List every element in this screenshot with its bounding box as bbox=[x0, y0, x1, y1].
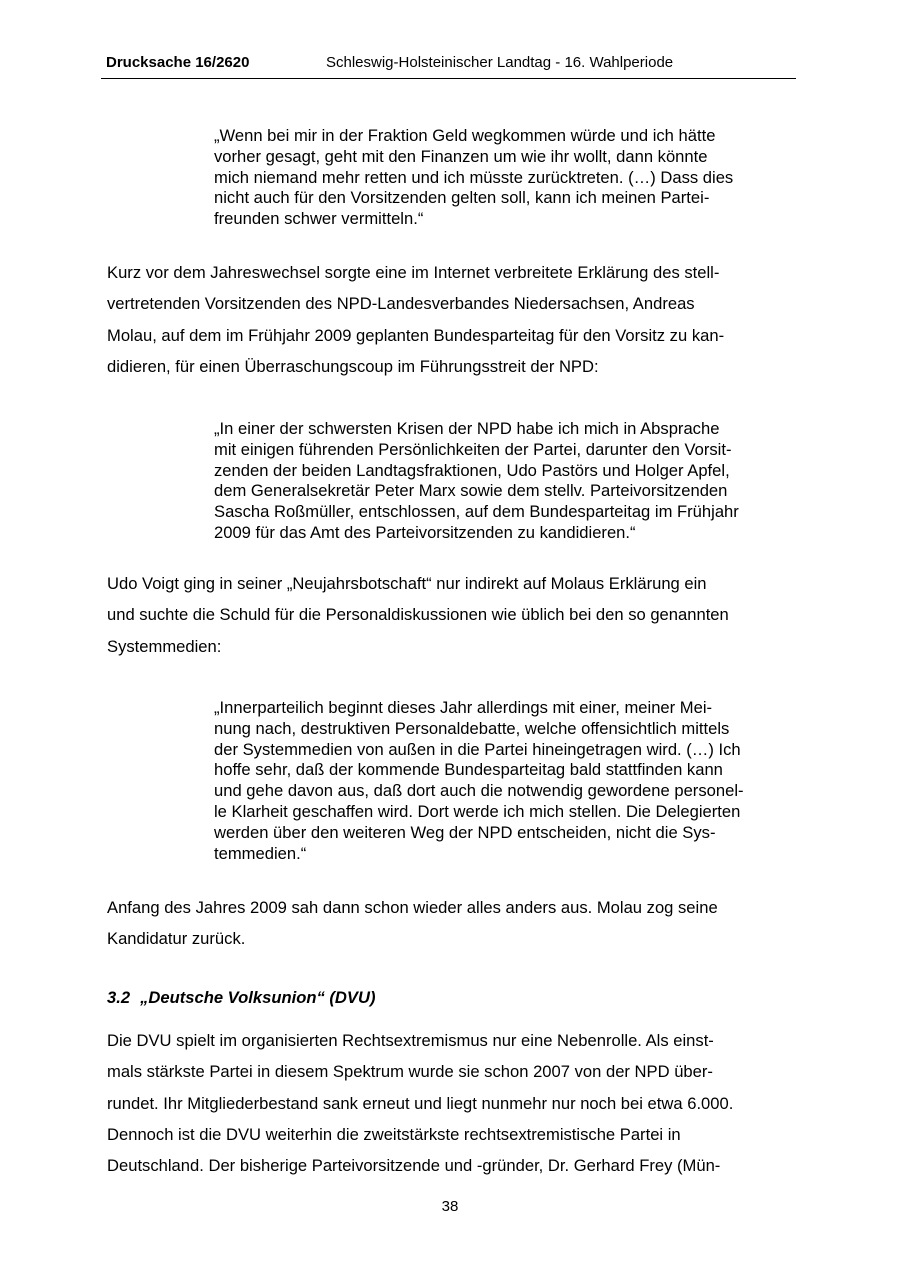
quote-line: „In einer der schwersten Krisen der NPD habe ich mich in Absprache bbox=[214, 419, 720, 438]
paragraph-line: Deutschland. Der bisherige Parteivorsitzende und -gründer, Dr. Gerhard Frey (Mün- bbox=[107, 1156, 721, 1176]
paragraph-line: Kurz vor dem Jahreswechsel sorgte eine im Internet verbreitete Erklärung des stell- bbox=[107, 263, 720, 282]
paragraph-line: Udo Voigt ging in seiner „Neujahrsbotschaft“ nur indirekt auf Molaus Erklärung ein bbox=[107, 574, 707, 593]
page-header bbox=[101, 52, 796, 79]
block-quote-2 bbox=[214, 419, 794, 544]
quote-line: zenden der beiden Landtagsfraktionen, Udo Pastörs und Holger Apfel, bbox=[214, 460, 730, 480]
quote-line: freunden schwer vermitteln.“ bbox=[214, 209, 424, 229]
block-quote-1 bbox=[214, 126, 794, 230]
paragraph-1 bbox=[107, 257, 797, 382]
quote-line: nicht auch für den Vorsitzenden gelten soll, kann ich meinen Partei- bbox=[214, 188, 710, 208]
block-quote-3 bbox=[214, 698, 794, 864]
paragraph-line: Die DVU spielt im organisierten Rechtsextremismus nur eine Nebenrolle. Als einst- bbox=[107, 1031, 714, 1050]
quote-line: hoffe sehr, daß der kommende Bundesparteitag bald stattfinden kann bbox=[214, 760, 723, 780]
quote-line: 2009 für das Amt des Parteivorsitzenden zu kandidieren.“ bbox=[214, 522, 636, 542]
paragraph-line: Anfang des Jahres 2009 sah dann schon wieder alles anders aus. Molau zog seine bbox=[107, 898, 718, 917]
paragraph-line: rundet. Ihr Mitgliederbestand sank erneut und liegt nunmehr nur noch bei etwa 6.000. bbox=[107, 1093, 734, 1113]
header-title: Schleswig-Holsteinischer Landtag - 16. Wahlperiode bbox=[326, 54, 674, 71]
quote-line: Sascha Roßmüller, entschlossen, auf dem Bundesparteitag im Frühjahr bbox=[214, 502, 739, 522]
quote-line: temmedien.“ bbox=[214, 843, 307, 863]
quote-line: „Innerparteilich beginnt dieses Jahr allerdings mit einer, meiner Mei- bbox=[214, 698, 713, 717]
paragraph-line: mals stärkste Partei in diesem Spektrum wurde sie schon 2007 von der NPD über- bbox=[107, 1062, 713, 1082]
section-title: „Deutsche Volksunion“ (DVU) bbox=[140, 988, 376, 1007]
paragraph-line: vertretenden Vorsitzenden des NPD-Landesverbandes Niedersachsen, Andreas bbox=[107, 294, 695, 314]
section-heading bbox=[107, 988, 376, 1008]
quote-line: dem Generalsekretär Peter Marx sowie dem stellv. Parteivorsitzenden bbox=[214, 481, 728, 501]
quote-line: mit einigen führenden Persönlichkeiten der Partei, darunter den Vorsit- bbox=[214, 439, 732, 459]
paragraph-3 bbox=[107, 892, 797, 955]
quote-line: nung nach, destruktiven Personaldebatte, welche offensichtlich mittels bbox=[214, 718, 730, 738]
quote-line: vorher gesagt, geht mit den Finanzen um wie ihr wollt, dann könnte bbox=[214, 146, 708, 166]
quote-line: „Wenn bei mir in der Fraktion Geld wegkommen würde und ich hätte bbox=[214, 126, 716, 145]
page-number: 38 bbox=[441, 1198, 459, 1215]
quote-line: le Klarheit geschaffen wird. Dort werde ich mich stellen. Die Delegierten bbox=[214, 801, 741, 821]
quote-line: mich niemand mehr retten und ich müsste zurücktreten. (…) Dass dies bbox=[214, 167, 734, 187]
paragraph-4 bbox=[107, 1025, 797, 1181]
paragraph-line: Kandidatur zurück. bbox=[107, 929, 246, 949]
document-number: Drucksache 16/2620 bbox=[106, 54, 250, 71]
paragraph-line: didieren, für einen Überraschungscoup im Führungsstreit der NPD: bbox=[107, 356, 599, 376]
quote-line: der Systemmedien von außen in die Partei hineingetragen wird. (…) Ich bbox=[214, 739, 741, 759]
paragraph-line: Molau, auf dem im Frühjahr 2009 geplanten Bundesparteitag für den Vorsitz zu kan- bbox=[107, 325, 725, 345]
section-number: 3.2 bbox=[107, 988, 131, 1007]
paragraph-line: und suchte die Schuld für die Personaldiskussionen wie üblich bei den so genannten bbox=[107, 605, 729, 625]
paragraph-line: Systemmedien: bbox=[107, 636, 222, 656]
paragraph-line: Dennoch ist die DVU weiterhin die zweitstärkste rechtsextremistische Partei in bbox=[107, 1124, 681, 1144]
quote-line: werden über den weiteren Weg der NPD entscheiden, nicht die Sys- bbox=[214, 822, 716, 842]
quote-line: und gehe davon aus, daß dort auch die notwendig gewordene personel- bbox=[214, 781, 744, 801]
paragraph-2 bbox=[107, 568, 797, 662]
